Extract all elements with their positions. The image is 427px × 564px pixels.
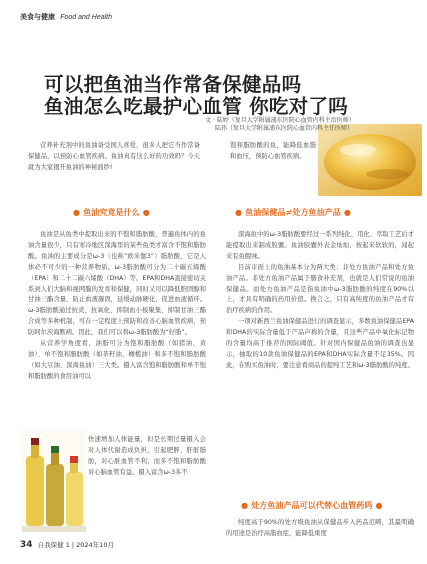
intro-continuation: 饱和脂肪酸的鱼，能降低血脂和血压，预防心血管疾病。: [230, 142, 316, 160]
section-heading-replace-medication: ● 处方鱼油产品可以代替心血管药吗 ●: [241, 500, 383, 510]
section-3-body: [226, 518, 414, 540]
section-category-en: Food and Health: [60, 14, 112, 21]
section-heading-supplement-vs-prescription: ● 鱼油保健品≠处方鱼油产品 ●: [235, 207, 351, 217]
paragraph: 快速增加人体能量，但是长期过量摄入会对人体代谢造成负担，引起肥胖、肝脏脂肪，对心脏血管不利；而多不饱和脂肪酸对心脑血管有益。摄入富含ω-3多不: [88, 436, 206, 476]
paragraph: 纯度高于90%的处方级鱼油从保健品步入药品范畴，其最明确的用途是治疗高脂血症，能降低重度: [226, 519, 414, 537]
paragraph: 从营养学角度看，油脂可分为饱和脂肪酸（如猪油、黄油）、单不饱和脂肪酸（如茶籽油、橄榄油）和多不饱和脂肪酸（如大豆油、深海鱼油）三大类。摄入富含饱和脂肪酸和单不饱和脂肪酸的食用油可以: [28, 340, 206, 380]
paragraph: 深海鱼中的ω-3脂肪酸要经过一系列纯化、用化、萃取工艺后才能提取出来制成胶囊。鱼油胶囊外表金灿灿，按起来软软的，闻起来有鱼腥味。: [226, 231, 414, 260]
title-line-2: 鱼油怎么吃最护心血管 你吃对了吗: [44, 95, 349, 118]
section-1-continued: [88, 435, 206, 479]
page-header: [20, 12, 112, 22]
oil-bottles-image: [22, 430, 86, 532]
authors: [205, 117, 355, 133]
section-2-body: [226, 230, 414, 372]
page-number: 34: [20, 540, 33, 550]
fish-oil-capsule-image: [318, 124, 422, 196]
section-category: 美食与健康: [20, 13, 55, 21]
issue-info: 1 | 2024年10月: [65, 541, 114, 549]
paragraph: 鱼油是从鱼类中提取出来的不饱和脂肪酸，普遍鱼体内的鱼油含量很少，只有寒冷地区深海里的某些鱼类才富含不饱和脂肪酸。鱼油的主要成分是ω-3（也称“欧米伽3”）脂肪酸，它是人体必不可少的一种营养物质。ω-3脂肪酸可分为二十碳五烯酸（EPA）和二十二碳六烯酸（DHA）等。EPA和DHA直接密切关系到人们大脑和视网膜的发育和保健，同时又可以降低胆固醇和甘油三酯含量，防止血液凝固，延缓动脉硬化，促进血液循环。ω-3脂肪酸通过抗炎、抗氧化、抑制血小板聚集、抑制甘油三酯合成等多种机制，可在一定程度上预防和改善心脑血管疾病，预防阿尔茨海默病。因此，我们可以将ω-3脂肪酸为“好脂”。: [28, 231, 206, 337]
article-title: [44, 74, 364, 118]
author-line-1: 文 · 陆婷（复旦大学附属浦东医院心血管内科主治医师）: [205, 117, 355, 124]
section-heading-what-is-fish-oil: ● 鱼油究竟是什么 ●: [73, 207, 150, 217]
paragraph: 一项对新西兰鱼油保健品进行的调查显示，多数鱼油保健品EPA和DHA的实际含量低于产品声称的含量，且这些产品中氧化标记物的含量均高于推荐的国际阈值。针对国内保健品鱼油的调查也显示，抽取的10款鱼油保健品的EPA和DHA实际含量不足35%。因此，在购买鱼油时，要注意看商品的提纯工艺和ω-3脂肪酸的纯度。: [226, 318, 414, 369]
paragraph: 目前市面上的鱼油基本分为两大类：非处方鱼油产品和处方鱼油产品。非处方鱼油产品属于膳食补充剂，也就是人们常说的鱼油保健品。而处方鱼油产品是指鱼油中ω-3脂肪酸的纯度在90%以上，才具有明确的药用价值。换言之，只有高纯度的鱼油产品才有治疗疾病的作用。: [226, 263, 414, 315]
title-line-1: 可以把鱼油当作常备保健品吗: [44, 73, 302, 96]
magazine-name: 自我保健: [37, 541, 64, 549]
author-line-2: 陆玮（复旦大学附属浦东医院心血管内科主任医师）: [215, 125, 354, 133]
page-footer: [20, 540, 114, 550]
intro-paragraph: 营养补充剂中的鱼油备受国人喜爱，很多人把它当作常备保健品，以预防心血管疾病。鱼油真有这么好的功效吗？今天就为大家揭开鱼油的神秘面纱!: [28, 142, 200, 171]
section-1-body: [28, 230, 206, 383]
